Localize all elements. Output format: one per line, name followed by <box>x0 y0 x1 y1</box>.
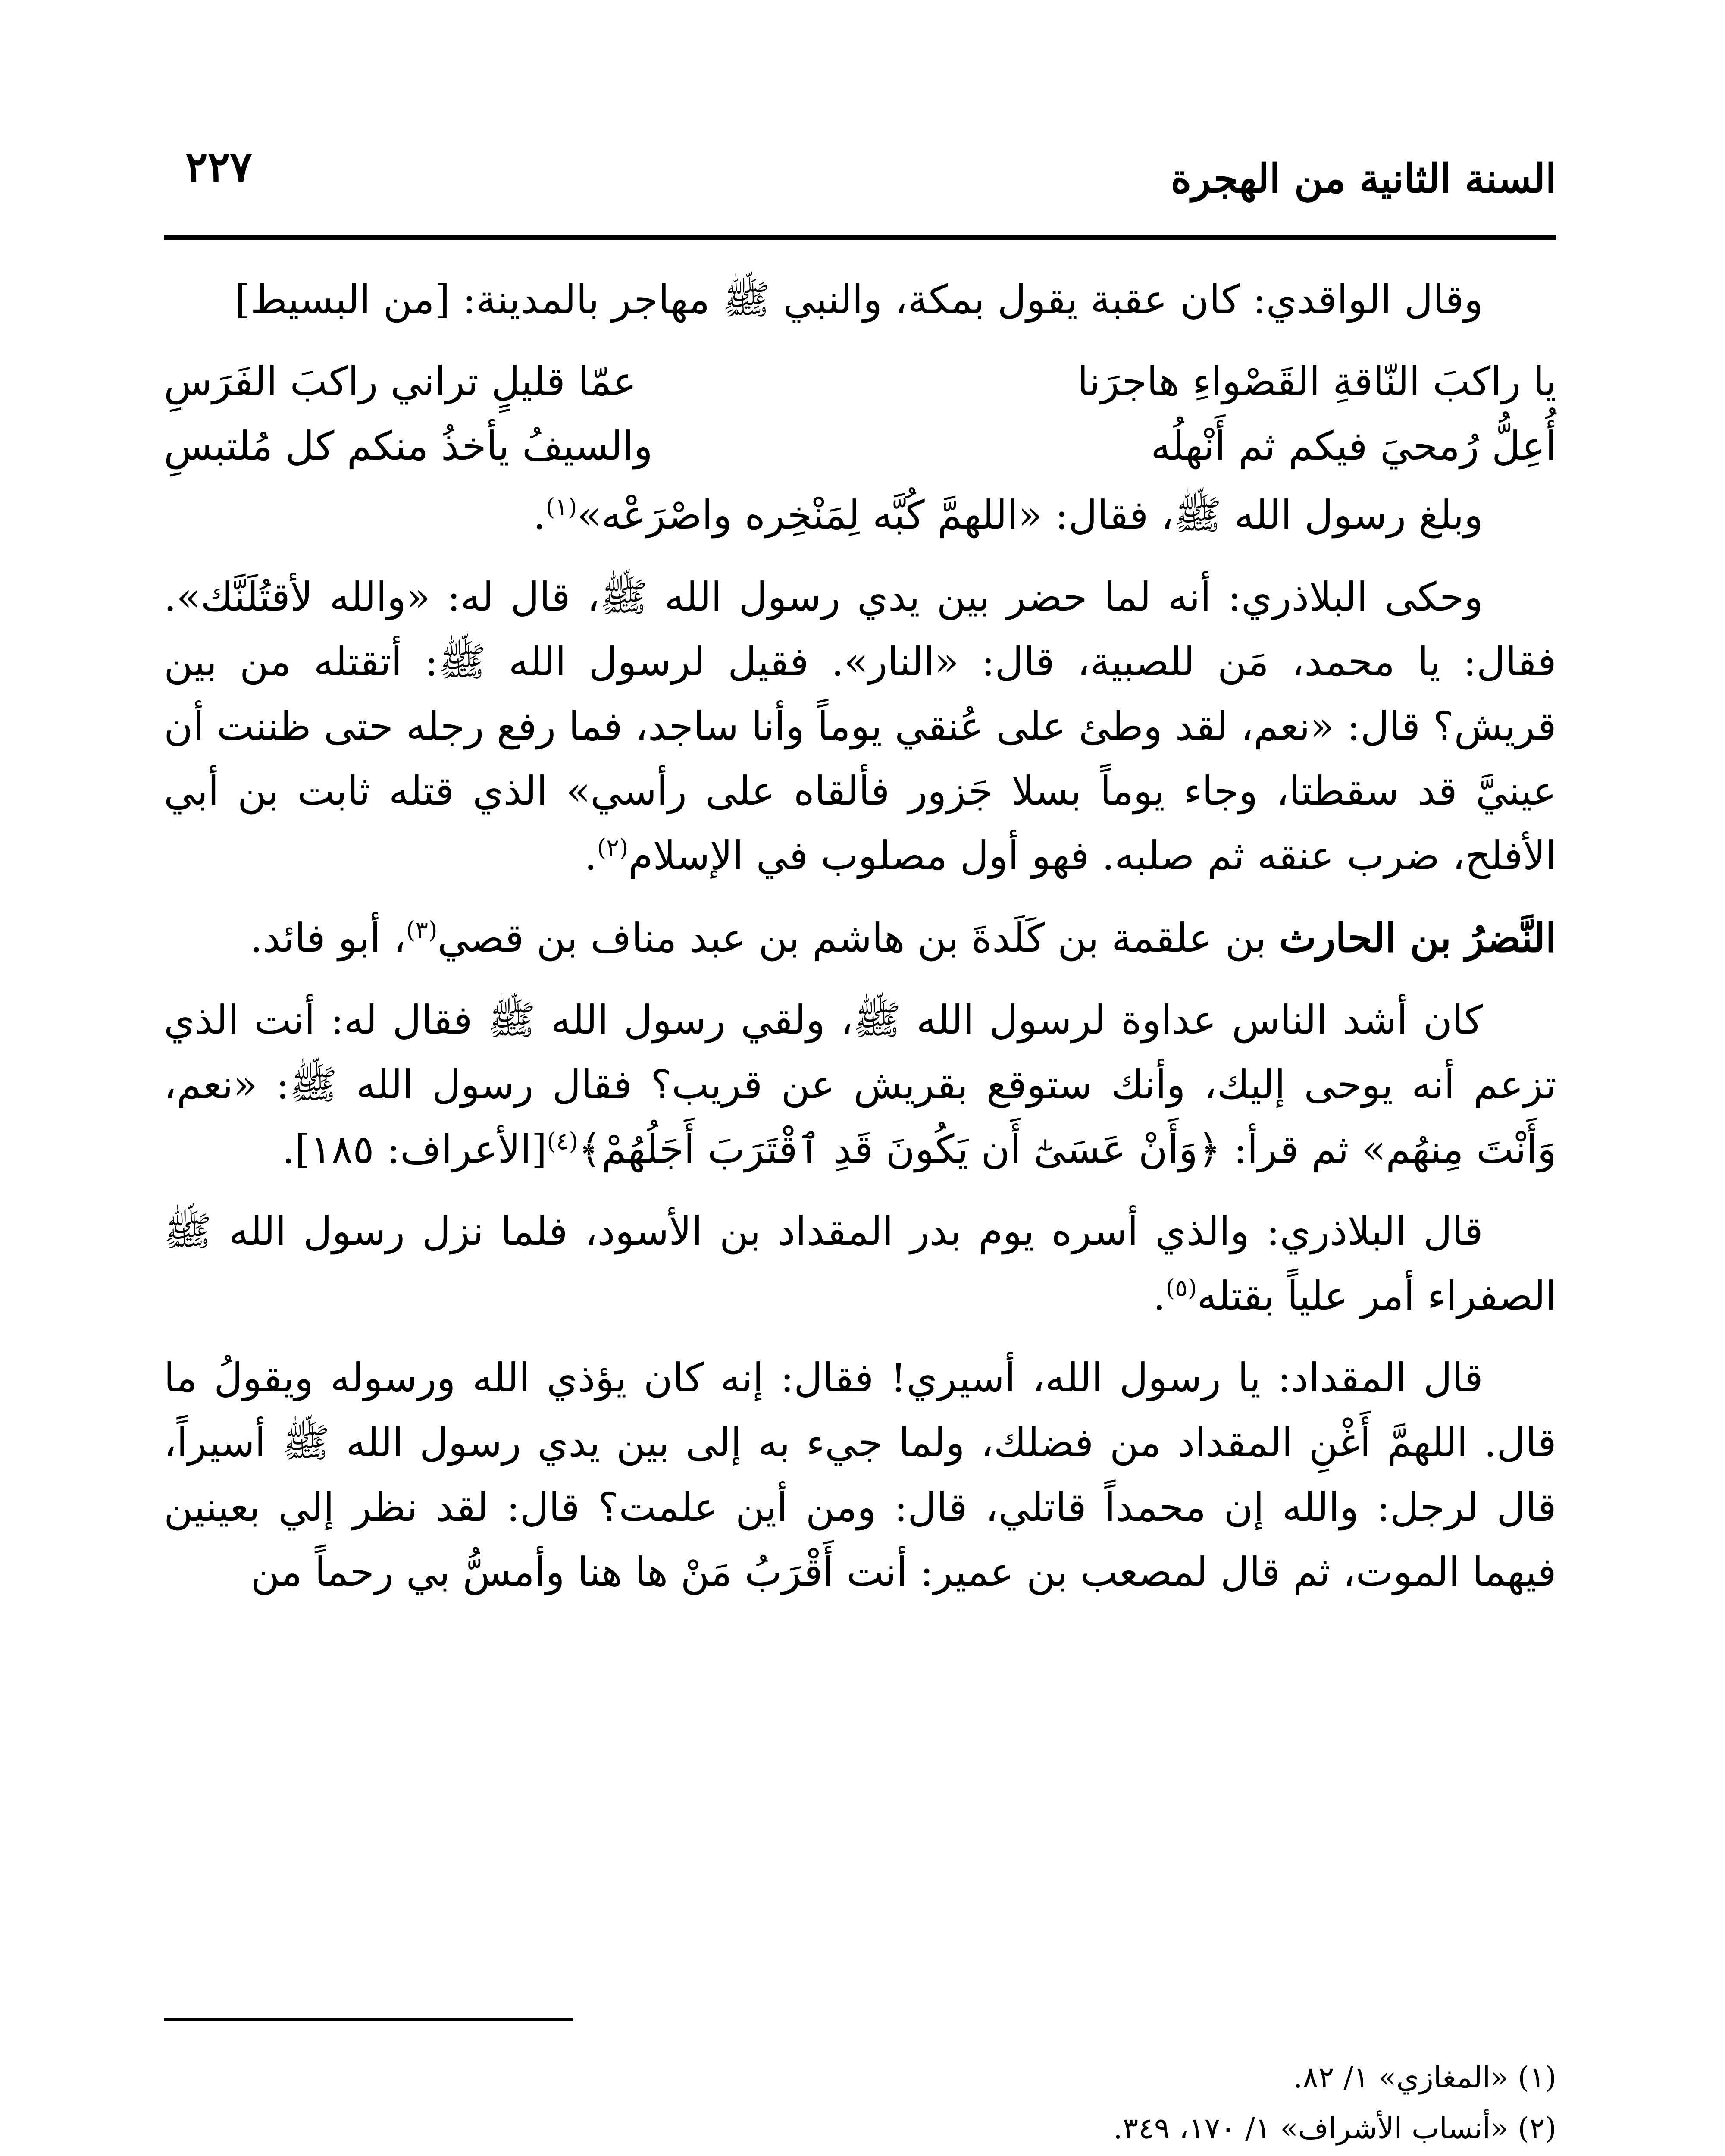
footnote-1: (١) «المغازي» ١/ ٨٢. <box>1293 2061 1556 2095</box>
verse-2-first-hemistich: أُعِلُّ رُمحيَ فيكم ثم أَنْهلُه <box>1151 423 1556 469</box>
paragraph-waqidi: وقال الواقدي: كان عقبة يقول بمكة، والنبي ﷺ مهاجر بالمدينة: [من البسيط] <box>235 276 1483 323</box>
footnote-ref-4: (٤) <box>547 1128 579 1156</box>
main-text <box>164 267 1556 1622</box>
poem-verse-2 <box>164 414 1556 479</box>
footnote-ref-2: (٢) <box>597 834 629 862</box>
paragraph-baladhuri-miqdad <box>164 1199 1556 1329</box>
paragraph-nadr-enmity <box>164 988 1556 1182</box>
running-header <box>164 142 1556 229</box>
paragraph-text: وحكى البلاذري: أنه لما حضر بين يدي رسول الله ﷺ، قال له: «والله لأقتُلَنَّك». فقال: يا محمد، مَن للصبية، قال: «النار». فقيل لرسول الله ﷺ: أتقتله من بين قريش؟ قال: «نعم، لقد وطئ على عُنقي يوماً وأنا ساجد، فما رفع رجله حتى ظننت أن عينيَّ قد سقطتا، وجاء يوماً بسلا جَزور فألقاه على رأسي» الذي قتله ثابت بن أبي الأفلح، ضرب عنقه ثم صلبه. فهو أول مصلوب في الإسلام <box>164 574 1556 879</box>
paragraph-text: كان أشد الناس عداوة لرسول الله ﷺ، ولقي رسول الله ﷺ فقال له: أنت الذي تزعم أنه يوحى إليك، وأنك ستوقع بقريش عن قريب؟ فقال رسول الله ﷺ: «نعم، وَأَنْتَ مِنهُم» ثم قرأ: ﴿وَأَنْ عَسَىٰٓ أَن يَكُونَ قَدِ ٱقْتَرَبَ أَجَلُهُمْ﴾ <box>164 997 1556 1172</box>
chapter-title: السنة الثانية من الهجرة <box>1171 155 1556 202</box>
quran-citation: [الأعراف: ١٨٥]. <box>282 1126 547 1172</box>
poem <box>164 349 1556 479</box>
paragraph-text: وبلغ رسول الله ﷺ، فقال: «اللهمَّ كُبَّه لِمَنْخِره واصْرَعْه» <box>577 492 1483 538</box>
footnote-ref-1: (١) <box>545 493 577 521</box>
paragraph-end: . <box>1153 1273 1166 1319</box>
paragraph-end: . <box>533 492 546 538</box>
footnote-2: (٢) «أنساب الأشراف» ١/ ١٧٠، ٣٤٩. <box>1113 2112 1556 2146</box>
footnotes <box>164 2053 1556 2156</box>
paragraph-end: . <box>584 833 597 879</box>
header-rule <box>164 235 1556 240</box>
verse-1-second-hemistich: عمّا قليلٍ تراني راكبَ الفَرَسِ <box>164 358 637 404</box>
verse-2-second-hemistich: والسيفُ يأخذُ منكم كل مُلتبسِ <box>164 423 653 469</box>
page-number: ٢٢٧ <box>185 142 252 191</box>
footnote-ref-3: (٣) <box>406 916 438 944</box>
footnote-ref-5: (٥) <box>1165 1274 1197 1302</box>
footnote-separator <box>164 2018 573 2021</box>
entry-kunya: ، أبو فائد. <box>250 915 406 961</box>
footnote-3 <box>164 2154 1556 2156</box>
paragraph-text: قال البلاذري: والذي أسره يوم بدر المقداد بن الأسود، فلما نزل رسول الله ﷺ الصفراء أمر علياً بقتله <box>164 1208 1556 1319</box>
paragraph-baladhuri-uqba <box>164 565 1556 888</box>
paragraph-miqdad-speech: قال المقداد: يا رسول الله، أسيري! فقال: إنه كان يؤذي الله ورسوله ويقولُ ما قال. اللهمَّ أَغْنِ المقداد من فضلك، ولما جيء به إلى بين يدي رسول الله ﷺ أسيراً، قال لرجل: والله إن محمداً قاتلي، قال: ومن أين علمت؟ قال: لقد نظر إلي بعينين فيهما الموت، ثم قال لمصعب بن عمير: أنت أَقْرَبُ مَنْ ها هنا وأمسُّ بي رحماً من <box>164 1355 1556 1595</box>
poem-verse-1 <box>164 349 1556 414</box>
entry-name: النَّضرُ بن الحارث <box>1279 915 1556 961</box>
paragraph-nadr-entry <box>164 906 1556 971</box>
paragraph-prophet-prayer <box>164 483 1556 548</box>
verse-1-first-hemistich: يا راكبَ النّاقةِ القَصْواءِ هاجرَنا <box>1077 358 1556 404</box>
book-page <box>164 0 1556 2156</box>
entry-lineage: بن علقمة بن كَلَدةَ بن هاشم بن عبد مناف بن قصي <box>437 915 1279 961</box>
